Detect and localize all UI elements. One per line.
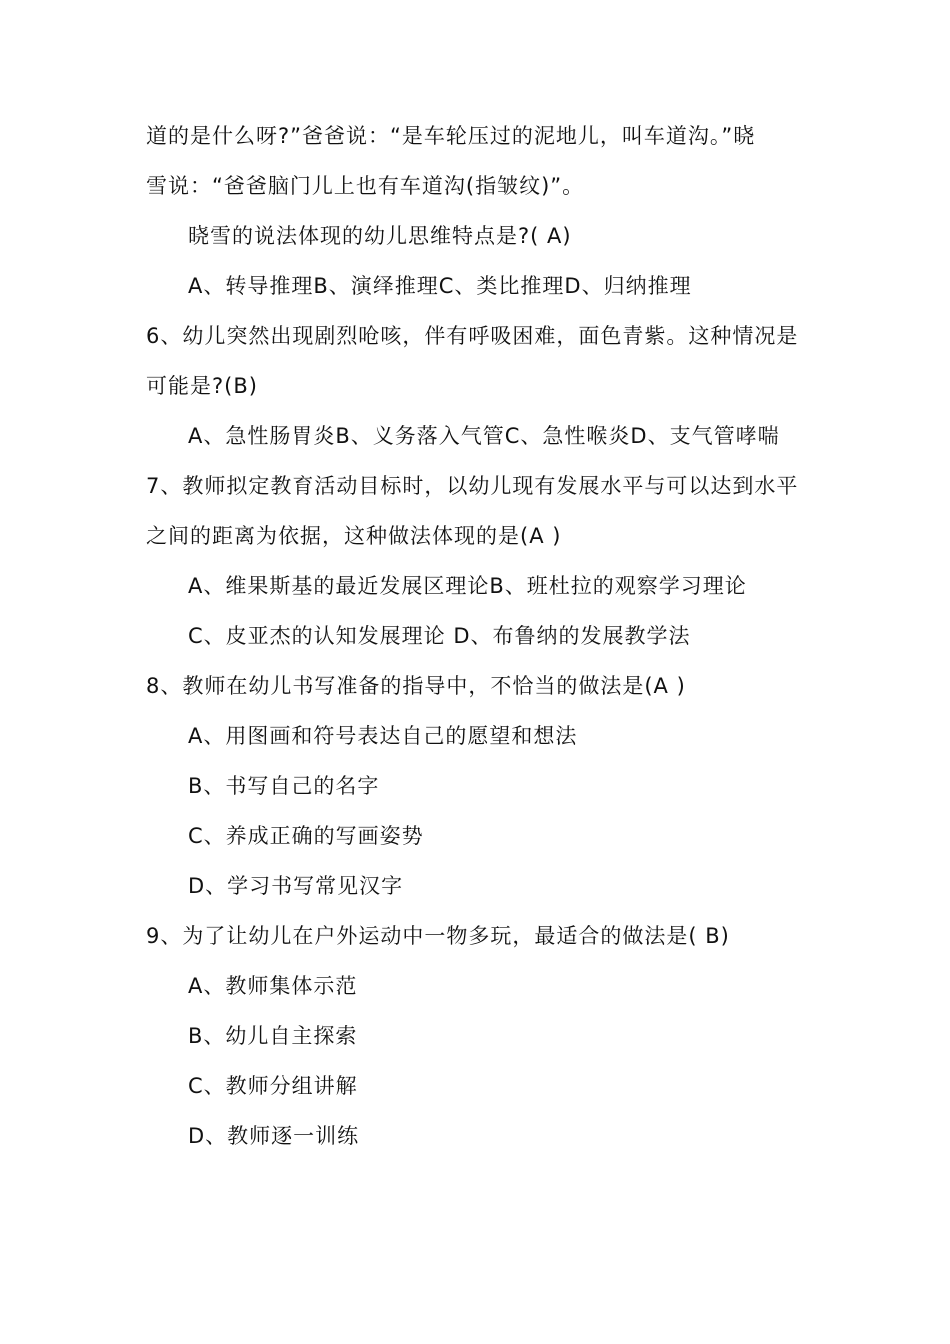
text-line-1: 道的是什么呀?”爸爸说：“是车轮压过的泥地儿，叫车道沟。”晓 [146,124,756,148]
question-6-stem-line-1: 6、幼儿突然出现剧烈呛咳，伴有呼吸困难，面色青紫。这种情况是 [146,324,799,348]
question-7-options-2: C、皮亚杰的认知发展理论 D、布鲁纳的发展教学法 [188,624,691,648]
question-7-stem-line-1: 7、教师拟定教育活动目标时，以幼儿现有发展水平与可以达到水平 [146,474,799,498]
question-5-stem: 晓雪的说法体现的幼儿思维特点是?( A) [188,224,572,248]
question-8-option-a: A、用图画和符号表达自己的愿望和想法 [188,724,578,748]
question-9-stem: 9、为了让幼儿在户外运动中一物多玩，最适合的做法是( B) [146,924,730,948]
question-7-options-1: A、维果斯基的最近发展区理论B、班杜拉的观察学习理论 [188,574,747,598]
question-8-option-b: B、书写自己的名字 [188,774,380,798]
question-8-stem: 8、教师在幼儿书写准备的指导中，不恰当的做法是(A ) [146,674,686,698]
question-8-option-d: D、学习书写常见汉字 [188,874,404,898]
question-9-option-b: B、幼儿自主探索 [188,1024,358,1048]
question-6-stem-line-2: 可能是?(B) [146,374,258,398]
question-9-option-a: A、教师集体示范 [188,974,358,998]
question-5-options: A、转导推理B、演绎推理C、类比推理D、归纳推理 [188,274,692,298]
question-6-options: A、急性肠胃炎B、义务落入气管C、急性喉炎D、支气管哮喘 [188,424,780,448]
question-8-option-c: C、养成正确的写画姿势 [188,824,424,848]
question-9-option-c: C、教师分组讲解 [188,1074,358,1098]
question-7-stem-line-2: 之间的距离为依据，这种做法体现的是(A ) [146,524,562,548]
text-line-2: 雪说：“爸爸脑门儿上也有车道沟(指皱纹)”。 [146,174,585,198]
question-9-option-d: D、教师逐一训练 [188,1124,360,1148]
